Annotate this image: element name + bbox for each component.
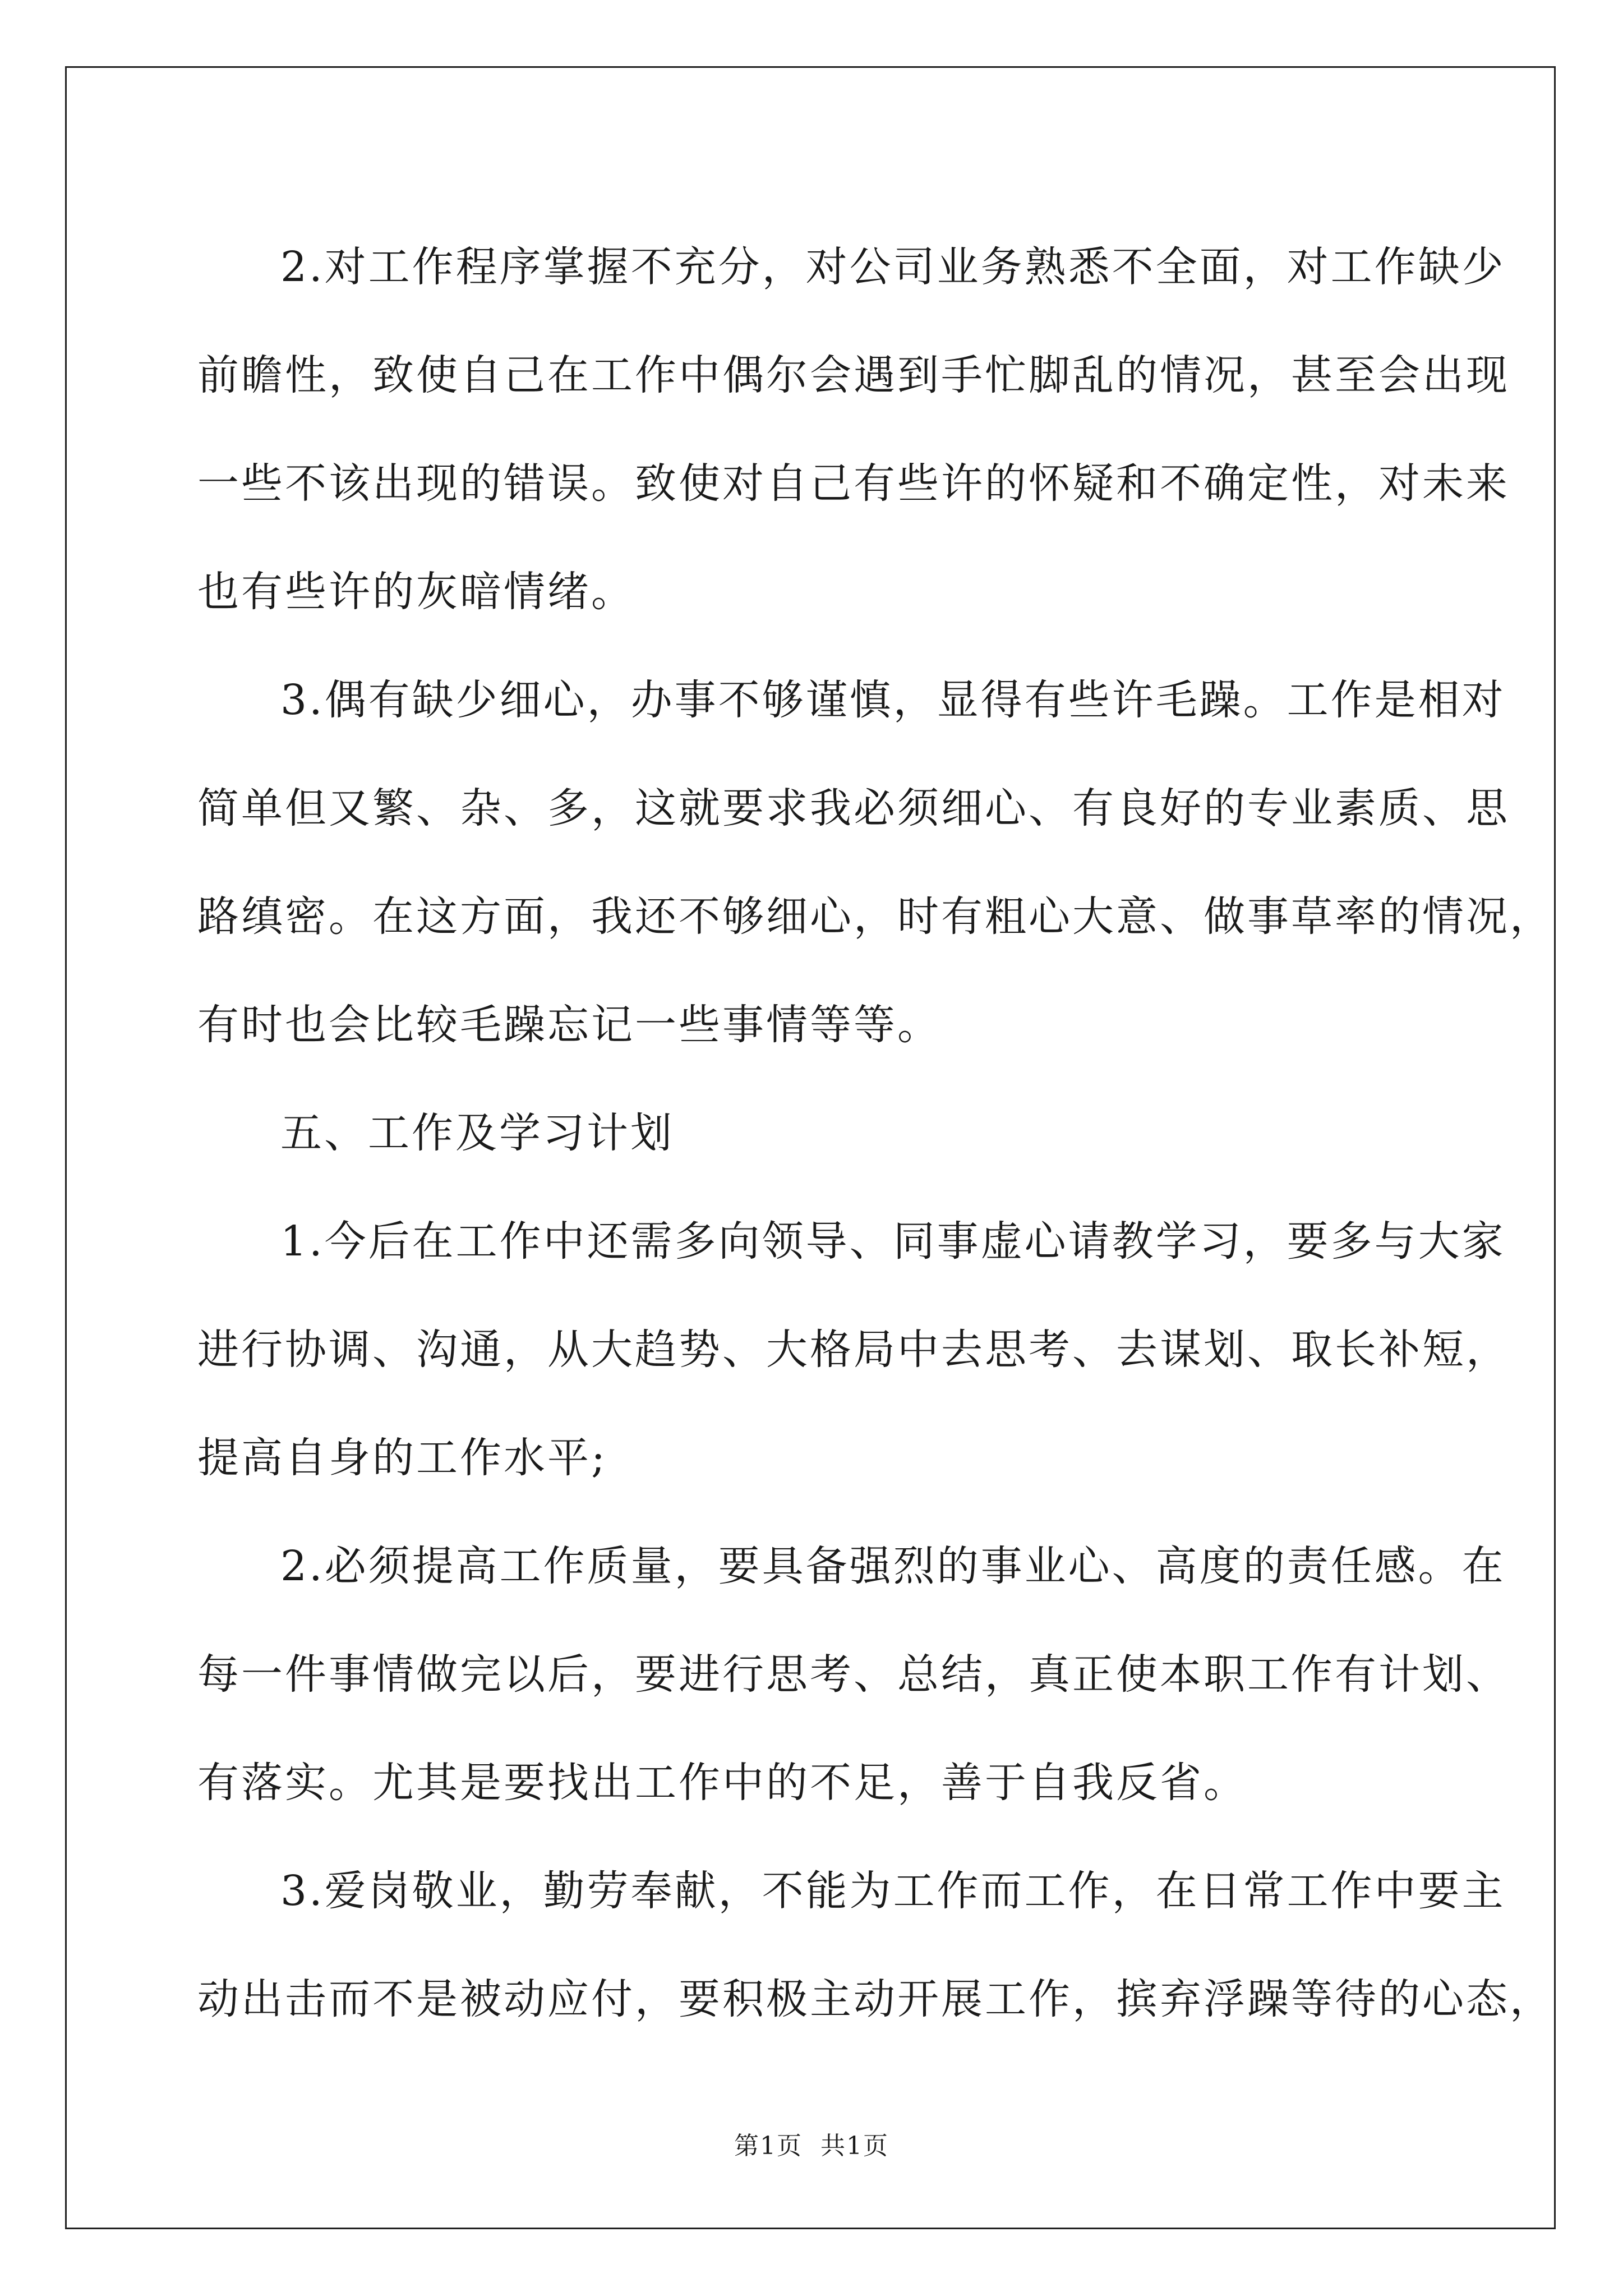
text-line: 1.今后在工作中还需多向领导、同事虚心请教学习，要多与大家 xyxy=(280,1217,1506,1266)
text-line: 每一件事情做完以后，要进行思考、总结，真正使本职工作有计划、 xyxy=(197,1650,1510,1699)
section-heading xyxy=(197,1079,1442,1188)
text-line: 简单但又繁、杂、多，这就要求我必须细心、有良好的专业素质、思 xyxy=(197,784,1510,832)
page-number-total: 共1页 xyxy=(820,2132,889,2160)
paragraph-6 xyxy=(197,1837,1553,2054)
page-number-current: 第1页 xyxy=(734,2132,803,2160)
text-line: 一些不该出现的错误。致使对自己有些许的怀疑和不确定性，对未来 xyxy=(197,459,1510,508)
paragraph-2 xyxy=(197,646,1553,1079)
text-line: 有落实。尤其是要找出工作中的不足，善于自我反省。 xyxy=(197,1759,1247,1807)
text-line: 动出击而不是被动应付，要积极主动开展工作，摈弃浮躁等待的心态， xyxy=(197,1975,1553,2023)
text-line: 进行协调、沟通，从大趋势、大格局中去思考、去谋划、取长补短， xyxy=(197,1326,1510,1374)
text-line: 3.爱岗敬业，勤劳奉献，不能为工作而工作，在日常工作中要主 xyxy=(280,1867,1506,1915)
text-line: 路缜密。在这方面，我还不够细心，时有粗心大意、做事草率的情况， xyxy=(197,892,1553,941)
text-line: 五、工作及学习计划 xyxy=(280,1109,674,1157)
page-footer xyxy=(0,2129,1623,2163)
text-line: 2.对工作程序掌握不充分，对公司业务熟悉不全面，对工作缺少 xyxy=(280,243,1506,291)
document-body xyxy=(197,213,1553,2054)
text-line: 3.偶有缺少细心，办事不够谨慎，显得有些许毛躁。工作是相对 xyxy=(280,676,1506,724)
text-line: 2.必须提高工作质量，要具备强烈的事业心、高度的责任感。在 xyxy=(280,1542,1506,1590)
paragraph-1 xyxy=(197,213,1510,646)
text-line: 有时也会比较毛躁忘记一些事情等等。 xyxy=(197,1001,941,1049)
paragraph-5 xyxy=(197,1512,1510,1837)
text-line: 提高自身的工作水平; xyxy=(197,1434,607,1482)
text-line: 也有些许的灰暗情绪。 xyxy=(197,568,635,616)
text-line: 前瞻性，致使自己在工作中偶尔会遇到手忙脚乱的情况，甚至会出现 xyxy=(197,351,1510,399)
paragraph-4 xyxy=(197,1188,1510,1512)
